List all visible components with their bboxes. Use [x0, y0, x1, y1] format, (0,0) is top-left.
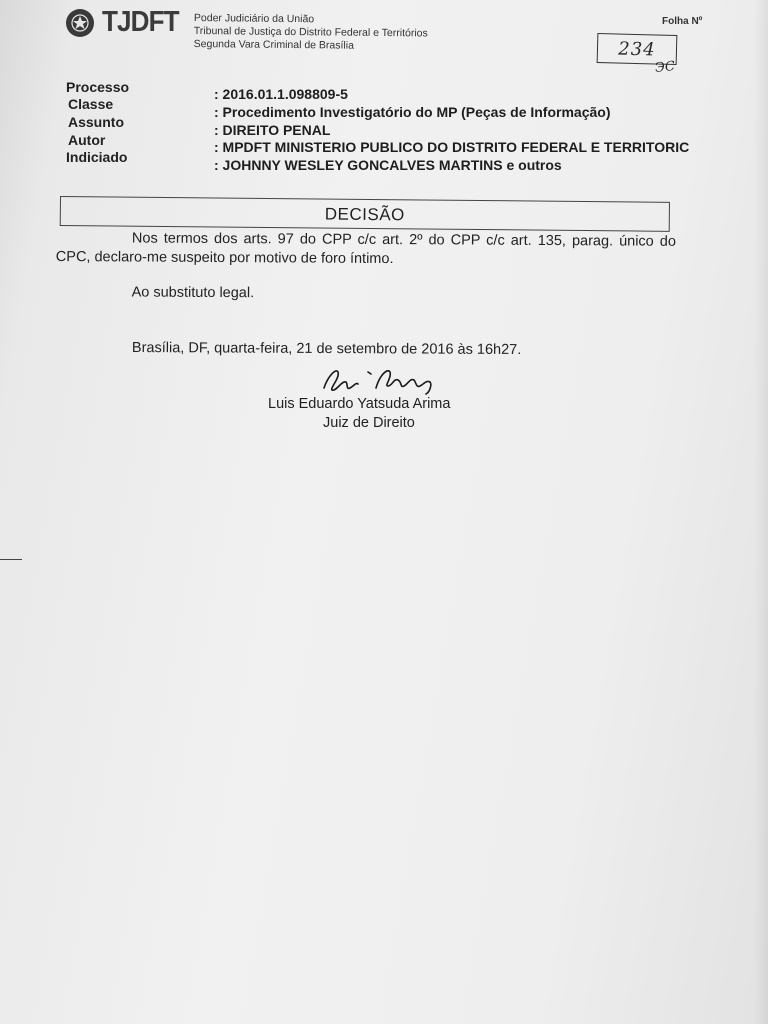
margin-mark — [0, 559, 22, 560]
folha-initials: ЭС — [654, 59, 676, 76]
folha-label: Folha Nº — [662, 16, 703, 27]
field-label: Autor — [68, 132, 106, 148]
field-value: : Procedimento Investigatório do MP (Peças de Informação) — [214, 104, 611, 120]
logo-text: TJDFT — [102, 6, 179, 38]
institution-block — [194, 12, 428, 53]
field-label: Processo — [66, 79, 130, 95]
institution-line: Tribunal de Justiça do Distrito Federal e Territórios — [193, 24, 428, 40]
decision-title-box — [60, 196, 670, 232]
decision-body — [56, 229, 676, 306]
field-value: : DIREITO PENAL — [214, 122, 331, 138]
institution-line: Segunda Vara Criminal de Brasília — [193, 37, 355, 52]
folha-number: 234 — [618, 38, 656, 60]
tjdft-logo — [66, 6, 187, 39]
field-value: : MPDFT MINISTERIO PUBLICO DO DISTRITO FEDERAL E TERRITORIC — [214, 139, 690, 155]
coat-of-arms-icon — [66, 9, 94, 37]
institution-line: Poder Judiciário da União — [193, 12, 315, 26]
field-value: : JOHNNY WESLEY GONCALVES MARTINS e outros — [214, 157, 562, 173]
decision-paragraph: Ao substituto legal. — [131, 284, 255, 302]
signatory-role: Juiz de Direito — [323, 415, 415, 431]
field-label: Classe — [68, 96, 114, 112]
signatory-name: Luis Eduardo Yatsuda Arima — [268, 396, 451, 412]
field-label: Indiciado — [66, 149, 128, 165]
page-edge-shadow — [754, 0, 768, 1024]
decision-paragraph: Nos termos dos arts. 97 do CPP c/c art. 2º do CPP c/c art. 135, parag. único do CPC, declaro-me suspeito por motivo de foro íntimo. — [55, 230, 676, 268]
place-date: Brasília, DF, quarta-feira, 21 de setembro de 2016 às 16h27. — [131, 340, 522, 359]
field-value: : 2016.01.1.098809-5 — [214, 86, 348, 102]
decision-title: DECISÃO — [324, 204, 405, 225]
field-label: Assunto — [68, 114, 124, 130]
